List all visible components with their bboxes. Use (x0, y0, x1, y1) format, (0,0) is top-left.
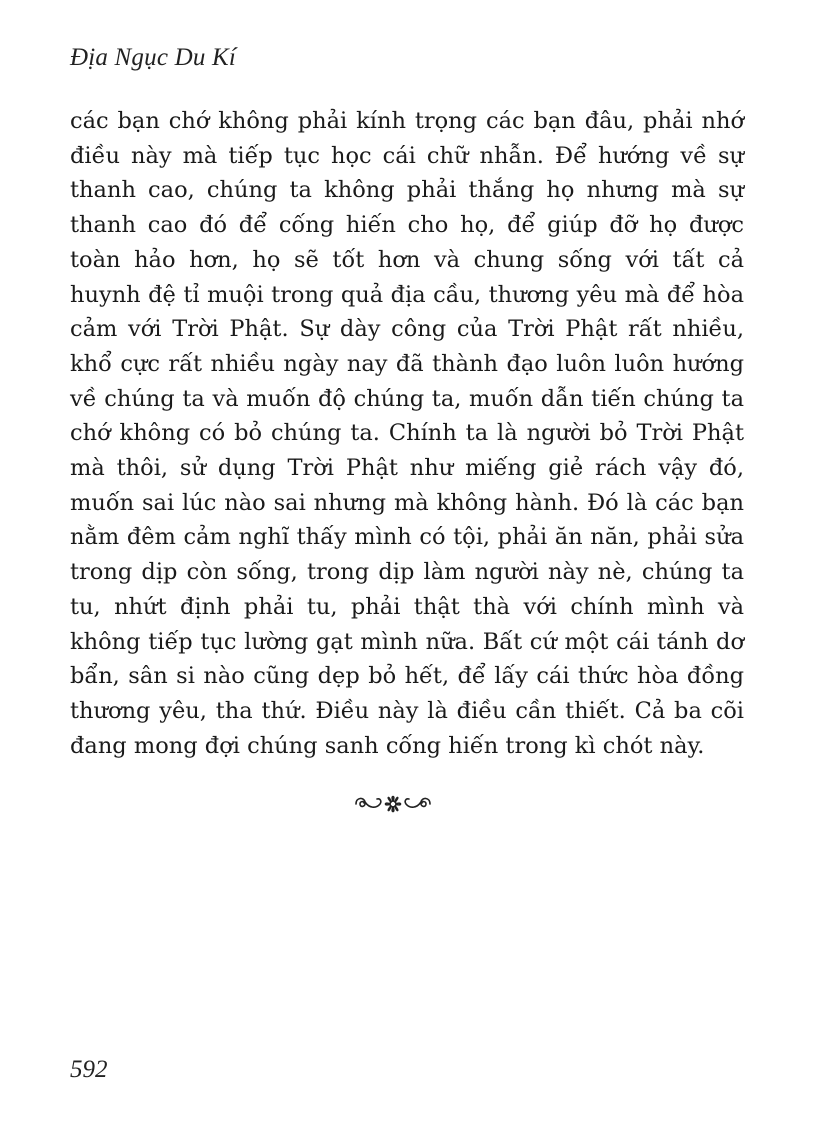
text-line: cảm với Trời Phật. Sự dày công của Trời Phật rất nhiều, (70, 316, 744, 343)
text-line: thanh cao đó để cống hiến cho họ, để giúp đỡ họ được (70, 212, 744, 239)
text-line: toàn hảo hơn, họ sẽ tốt hơn và chung sống với tất cả (70, 246, 744, 273)
running-header-title: Địa Ngục Du Kí (70, 44, 236, 71)
text-line: đang mong đợi chúng sanh cống hiến trong kì chót này. (70, 732, 705, 759)
text-line: muốn sai lúc nào sai nhưng mà không hành. Đó là các bạn (70, 489, 744, 516)
text-line: chớ không có bỏ chúng ta. Chính ta là người bỏ Trời Phật (70, 420, 744, 447)
text-line: huynh đệ tỉ muội trong quả địa cầu, thương yêu mà để hòa (70, 281, 744, 308)
text-line: không tiếp tục lường gạt mình nữa. Bất cứ một cái tánh dơ (70, 628, 744, 655)
text-line: mà thôi, sử dụng Trời Phật như miếng giẻ rách vậy đó, (70, 455, 744, 482)
text-line: trong dịp còn sống, trong dịp làm người này nè, chúng ta (70, 559, 744, 586)
text-line: thanh cao, chúng ta không phải thắng họ nhưng mà sự (70, 177, 744, 204)
text-line: thương yêu, tha thứ. Điều này là điều cần thiết. Cả ba cõi (70, 697, 744, 724)
text-line: khổ cực rất nhiều ngày nay đã thành đạo luôn luôn hướng (70, 350, 744, 377)
text-line: tu, nhứt định phải tu, phải thật thà với chính mình và (70, 593, 744, 620)
text-line: điều này mà tiếp tục học cái chữ nhẫn. Để hướng về sự (70, 142, 744, 169)
text-line: bẩn, sân si nào cũng dẹp bỏ hết, để lấy cái thức hòa đồng (70, 663, 744, 690)
page-number: 592 (70, 1056, 108, 1083)
floral-section-divider-icon (352, 790, 434, 818)
text-line: các bạn chớ không phải kính trọng các bạn đâu, phải nhớ (70, 108, 744, 134)
text-line: nằm đêm cảm nghĩ thấy mình có tội, phải ăn năn, phải sửa (70, 524, 744, 551)
text-line: về chúng ta và muốn độ chúng ta, muốn dẫn tiến chúng ta (70, 385, 744, 412)
body-paragraph (70, 104, 744, 763)
